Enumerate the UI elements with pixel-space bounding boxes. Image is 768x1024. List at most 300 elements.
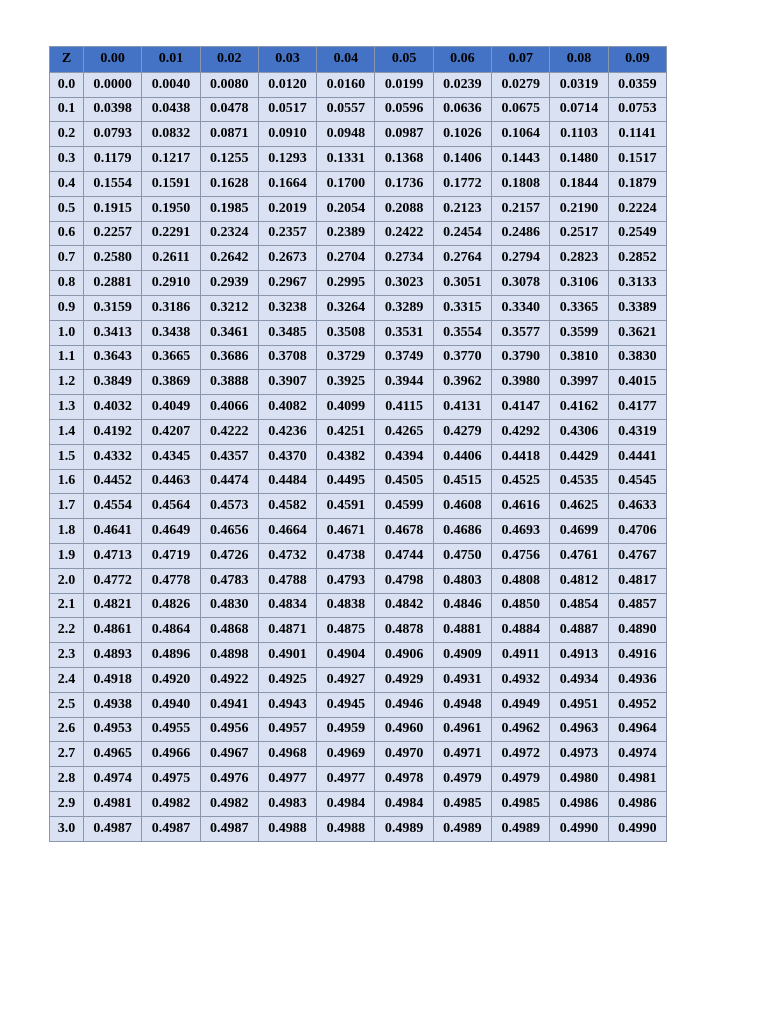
z-value-cell: 2.2 [50,618,84,643]
probability-cell: 0.4985 [492,791,550,816]
probability-cell: 0.4911 [492,643,550,668]
header-cell: 0.03 [258,47,316,73]
probability-cell: 0.1844 [550,171,608,196]
z-value-cell: 2.1 [50,593,84,618]
probability-cell: 0.1628 [200,171,258,196]
probability-cell: 0.4988 [317,816,375,841]
z-value-cell: 2.8 [50,767,84,792]
probability-cell: 0.4952 [608,692,666,717]
probability-cell: 0.1141 [608,122,666,147]
probability-cell: 0.0557 [317,97,375,122]
table-row [50,742,667,767]
header-cell: 0.02 [200,47,258,73]
probability-cell: 0.4251 [317,419,375,444]
probability-cell: 0.4693 [492,519,550,544]
probability-cell: 0.0714 [550,97,608,122]
probability-cell: 0.3289 [375,295,433,320]
probability-cell: 0.1293 [258,147,316,172]
probability-cell: 0.4699 [550,519,608,544]
probability-cell: 0.2422 [375,221,433,246]
probability-cell: 0.4850 [492,593,550,618]
probability-cell: 0.4066 [200,395,258,420]
probability-cell: 0.2291 [142,221,200,246]
probability-cell: 0.4545 [608,469,666,494]
probability-cell: 0.4678 [375,519,433,544]
table-row [50,271,667,296]
probability-cell: 0.4945 [317,692,375,717]
probability-cell: 0.4495 [317,469,375,494]
table-row [50,97,667,122]
header-cell-z: Z [50,47,84,73]
probability-cell: 0.4808 [492,568,550,593]
probability-cell: 0.4738 [317,543,375,568]
header-cell: 0.08 [550,47,608,73]
probability-cell: 0.4893 [84,643,142,668]
probability-cell: 0.3508 [317,320,375,345]
probability-cell: 0.4515 [433,469,491,494]
probability-cell: 0.4649 [142,519,200,544]
table-row [50,494,667,519]
probability-cell: 0.4984 [317,791,375,816]
table-body [50,72,667,841]
probability-cell: 0.3485 [258,320,316,345]
probability-cell: 0.4976 [200,767,258,792]
probability-cell: 0.4990 [608,816,666,841]
probability-cell: 0.4798 [375,568,433,593]
table-header [50,47,667,73]
z-value-cell: 2.3 [50,643,84,668]
probability-cell: 0.4861 [84,618,142,643]
table-row [50,791,667,816]
probability-cell: 0.4960 [375,717,433,742]
probability-cell: 0.4955 [142,717,200,742]
probability-cell: 0.4616 [492,494,550,519]
probability-cell: 0.4904 [317,643,375,668]
probability-cell: 0.0000 [84,72,142,97]
probability-cell: 0.4099 [317,395,375,420]
probability-cell: 0.2794 [492,246,550,271]
z-value-cell: 0.2 [50,122,84,147]
probability-cell: 0.0040 [142,72,200,97]
probability-cell: 0.4535 [550,469,608,494]
probability-cell: 0.4932 [492,667,550,692]
probability-cell: 0.4978 [375,767,433,792]
probability-cell: 0.4686 [433,519,491,544]
probability-cell: 0.4744 [375,543,433,568]
probability-cell: 0.1255 [200,147,258,172]
probability-cell: 0.1217 [142,147,200,172]
probability-cell: 0.0239 [433,72,491,97]
probability-cell: 0.4788 [258,568,316,593]
table-row [50,469,667,494]
probability-cell: 0.4989 [492,816,550,841]
probability-cell: 0.2486 [492,221,550,246]
table-row [50,122,667,147]
probability-cell: 0.4913 [550,643,608,668]
probability-cell: 0.4977 [258,767,316,792]
probability-cell: 0.4953 [84,717,142,742]
probability-cell: 0.4951 [550,692,608,717]
probability-cell: 0.1950 [142,196,200,221]
probability-cell: 0.2357 [258,221,316,246]
probability-cell: 0.2054 [317,196,375,221]
probability-cell: 0.4909 [433,643,491,668]
probability-cell: 0.4981 [84,791,142,816]
probability-cell: 0.4881 [433,618,491,643]
probability-cell: 0.3686 [200,345,258,370]
probability-cell: 0.3133 [608,271,666,296]
probability-cell: 0.3438 [142,320,200,345]
probability-cell: 0.1064 [492,122,550,147]
probability-cell: 0.3212 [200,295,258,320]
probability-cell: 0.1179 [84,147,142,172]
probability-cell: 0.2881 [84,271,142,296]
probability-cell: 0.3577 [492,320,550,345]
header-cell: 0.09 [608,47,666,73]
probability-cell: 0.1368 [375,147,433,172]
z-value-cell: 1.8 [50,519,84,544]
z-value-cell: 2.6 [50,717,84,742]
table-row [50,667,667,692]
probability-cell: 0.4977 [317,767,375,792]
probability-cell: 0.0478 [200,97,258,122]
probability-cell: 0.2389 [317,221,375,246]
probability-cell: 0.4979 [492,767,550,792]
header-row [50,47,667,73]
probability-cell: 0.1985 [200,196,258,221]
table-row [50,221,667,246]
probability-cell: 0.4971 [433,742,491,767]
probability-cell: 0.2823 [550,246,608,271]
probability-cell: 0.3051 [433,271,491,296]
table-row [50,643,667,668]
probability-cell: 0.4783 [200,568,258,593]
probability-cell: 0.4956 [200,717,258,742]
probability-cell: 0.4817 [608,568,666,593]
z-value-cell: 0.0 [50,72,84,97]
probability-cell: 0.4957 [258,717,316,742]
probability-cell: 0.4222 [200,419,258,444]
probability-cell: 0.3770 [433,345,491,370]
probability-cell: 0.0910 [258,122,316,147]
table-row [50,395,667,420]
probability-cell: 0.4582 [258,494,316,519]
probability-cell: 0.4463 [142,469,200,494]
probability-cell: 0.3869 [142,370,200,395]
probability-cell: 0.3729 [317,345,375,370]
probability-cell: 0.4938 [84,692,142,717]
probability-cell: 0.4940 [142,692,200,717]
header-cell: 0.05 [375,47,433,73]
table-row [50,246,667,271]
probability-cell: 0.4370 [258,444,316,469]
probability-cell: 0.4985 [433,791,491,816]
z-value-cell: 1.7 [50,494,84,519]
probability-cell: 0.4671 [317,519,375,544]
z-value-cell: 1.6 [50,469,84,494]
probability-cell: 0.2517 [550,221,608,246]
probability-cell: 0.0987 [375,122,433,147]
probability-cell: 0.4049 [142,395,200,420]
probability-cell: 0.1406 [433,147,491,172]
probability-cell: 0.3790 [492,345,550,370]
probability-cell: 0.4192 [84,419,142,444]
probability-cell: 0.3962 [433,370,491,395]
probability-cell: 0.4357 [200,444,258,469]
table-row [50,618,667,643]
probability-cell: 0.4961 [433,717,491,742]
z-value-cell: 3.0 [50,816,84,841]
probability-cell: 0.4429 [550,444,608,469]
probability-cell: 0.3944 [375,370,433,395]
probability-cell: 0.4871 [258,618,316,643]
probability-cell: 0.3621 [608,320,666,345]
probability-cell: 0.4970 [375,742,433,767]
probability-cell: 0.0438 [142,97,200,122]
probability-cell: 0.4929 [375,667,433,692]
probability-cell: 0.3389 [608,295,666,320]
probability-cell: 0.0753 [608,97,666,122]
probability-cell: 0.0793 [84,122,142,147]
probability-cell: 0.2324 [200,221,258,246]
probability-cell: 0.4032 [84,395,142,420]
probability-cell: 0.4967 [200,742,258,767]
probability-cell: 0.4830 [200,593,258,618]
probability-cell: 0.2734 [375,246,433,271]
probability-cell: 0.4854 [550,593,608,618]
probability-cell: 0.4821 [84,593,142,618]
probability-cell: 0.2764 [433,246,491,271]
header-cell: 0.01 [142,47,200,73]
probability-cell: 0.0675 [492,97,550,122]
probability-cell: 0.2549 [608,221,666,246]
probability-cell: 0.4803 [433,568,491,593]
probability-cell: 0.2642 [200,246,258,271]
probability-cell: 0.4898 [200,643,258,668]
probability-cell: 0.4641 [84,519,142,544]
probability-cell: 0.1331 [317,147,375,172]
z-value-cell: 0.9 [50,295,84,320]
table-row [50,196,667,221]
z-value-cell: 1.0 [50,320,84,345]
probability-cell: 0.4812 [550,568,608,593]
probability-cell: 0.3888 [200,370,258,395]
probability-cell: 0.4972 [492,742,550,767]
probability-cell: 0.4990 [550,816,608,841]
z-value-cell: 2.4 [50,667,84,692]
probability-cell: 0.4484 [258,469,316,494]
probability-cell: 0.4975 [142,767,200,792]
z-value-cell: 1.4 [50,419,84,444]
probability-cell: 0.4868 [200,618,258,643]
probability-cell: 0.3315 [433,295,491,320]
probability-cell: 0.1879 [608,171,666,196]
probability-cell: 0.4147 [492,395,550,420]
probability-cell: 0.1554 [84,171,142,196]
probability-cell: 0.4772 [84,568,142,593]
probability-cell: 0.3106 [550,271,608,296]
probability-cell: 0.0636 [433,97,491,122]
probability-cell: 0.3980 [492,370,550,395]
header-cell: 0.07 [492,47,550,73]
probability-cell: 0.4345 [142,444,200,469]
probability-cell: 0.4761 [550,543,608,568]
probability-cell: 0.3023 [375,271,433,296]
z-value-cell: 0.8 [50,271,84,296]
probability-cell: 0.4842 [375,593,433,618]
probability-cell: 0.4573 [200,494,258,519]
table-row [50,568,667,593]
probability-cell: 0.4857 [608,593,666,618]
probability-cell: 0.4984 [375,791,433,816]
probability-cell: 0.4987 [142,816,200,841]
probability-cell: 0.1443 [492,147,550,172]
probability-cell: 0.4962 [492,717,550,742]
probability-cell: 0.4332 [84,444,142,469]
probability-cell: 0.4927 [317,667,375,692]
probability-cell: 0.4838 [317,593,375,618]
probability-cell: 0.4846 [433,593,491,618]
probability-cell: 0.2995 [317,271,375,296]
probability-cell: 0.0359 [608,72,666,97]
probability-cell: 0.4162 [550,395,608,420]
probability-cell: 0.4987 [84,816,142,841]
probability-cell: 0.2852 [608,246,666,271]
z-value-cell: 1.2 [50,370,84,395]
probability-cell: 0.4115 [375,395,433,420]
probability-cell: 0.3078 [492,271,550,296]
probability-cell: 0.4599 [375,494,433,519]
probability-cell: 0.1736 [375,171,433,196]
table-row [50,147,667,172]
probability-cell: 0.3925 [317,370,375,395]
probability-cell: 0.4131 [433,395,491,420]
probability-cell: 0.1808 [492,171,550,196]
probability-cell: 0.4525 [492,469,550,494]
probability-cell: 0.3461 [200,320,258,345]
probability-cell: 0.0199 [375,72,433,97]
table-row [50,444,667,469]
probability-cell: 0.4979 [433,767,491,792]
probability-cell: 0.2580 [84,246,142,271]
probability-cell: 0.4890 [608,618,666,643]
probability-cell: 0.0319 [550,72,608,97]
table-row [50,72,667,97]
probability-cell: 0.2704 [317,246,375,271]
probability-cell: 0.4177 [608,395,666,420]
probability-cell: 0.3159 [84,295,142,320]
probability-cell: 0.2967 [258,271,316,296]
table-row [50,717,667,742]
table-row [50,767,667,792]
probability-cell: 0.4664 [258,519,316,544]
table-row [50,692,667,717]
probability-cell: 0.4916 [608,643,666,668]
probability-cell: 0.0948 [317,122,375,147]
probability-cell: 0.4236 [258,419,316,444]
z-value-cell: 0.1 [50,97,84,122]
probability-cell: 0.4319 [608,419,666,444]
table-row [50,295,667,320]
probability-cell: 0.4793 [317,568,375,593]
probability-cell: 0.4931 [433,667,491,692]
probability-cell: 0.4925 [258,667,316,692]
probability-cell: 0.4713 [84,543,142,568]
probability-cell: 0.4564 [142,494,200,519]
probability-cell: 0.4936 [608,667,666,692]
probability-cell: 0.3365 [550,295,608,320]
probability-cell: 0.4963 [550,717,608,742]
probability-cell: 0.4756 [492,543,550,568]
probability-cell: 0.0279 [492,72,550,97]
probability-cell: 0.4982 [200,791,258,816]
probability-cell: 0.3749 [375,345,433,370]
probability-cell: 0.3665 [142,345,200,370]
probability-cell: 0.4719 [142,543,200,568]
probability-cell: 0.4207 [142,419,200,444]
z-value-cell: 2.0 [50,568,84,593]
header-cell: 0.00 [84,47,142,73]
probability-cell: 0.1700 [317,171,375,196]
probability-cell: 0.4982 [142,791,200,816]
probability-cell: 0.2910 [142,271,200,296]
z-table [49,46,667,842]
probability-cell: 0.1915 [84,196,142,221]
probability-cell: 0.1480 [550,147,608,172]
probability-cell: 0.4750 [433,543,491,568]
probability-cell: 0.1026 [433,122,491,147]
probability-cell: 0.4878 [375,618,433,643]
table-row [50,320,667,345]
probability-cell: 0.2224 [608,196,666,221]
table-row [50,816,667,841]
probability-cell: 0.4986 [550,791,608,816]
z-value-cell: 0.4 [50,171,84,196]
probability-cell: 0.4981 [608,767,666,792]
probability-cell: 0.4292 [492,419,550,444]
probability-cell: 0.4265 [375,419,433,444]
probability-cell: 0.3997 [550,370,608,395]
z-value-cell: 2.5 [50,692,84,717]
probability-cell: 0.3264 [317,295,375,320]
z-value-cell: 1.1 [50,345,84,370]
probability-cell: 0.4974 [608,742,666,767]
probability-cell: 0.1664 [258,171,316,196]
probability-cell: 0.4948 [433,692,491,717]
probability-cell: 0.3708 [258,345,316,370]
z-value-cell: 2.7 [50,742,84,767]
probability-cell: 0.4834 [258,593,316,618]
probability-cell: 0.1772 [433,171,491,196]
table-row [50,419,667,444]
probability-cell: 0.2454 [433,221,491,246]
probability-cell: 0.4988 [258,816,316,841]
probability-cell: 0.0080 [200,72,258,97]
z-value-cell: 0.5 [50,196,84,221]
probability-cell: 0.4875 [317,618,375,643]
probability-cell: 0.3907 [258,370,316,395]
header-cell: 0.04 [317,47,375,73]
probability-cell: 0.1103 [550,122,608,147]
probability-cell: 0.2123 [433,196,491,221]
probability-cell: 0.4591 [317,494,375,519]
z-value-cell: 1.3 [50,395,84,420]
table-row [50,171,667,196]
probability-cell: 0.2611 [142,246,200,271]
table-row [50,345,667,370]
probability-cell: 0.3599 [550,320,608,345]
probability-cell: 0.4989 [433,816,491,841]
